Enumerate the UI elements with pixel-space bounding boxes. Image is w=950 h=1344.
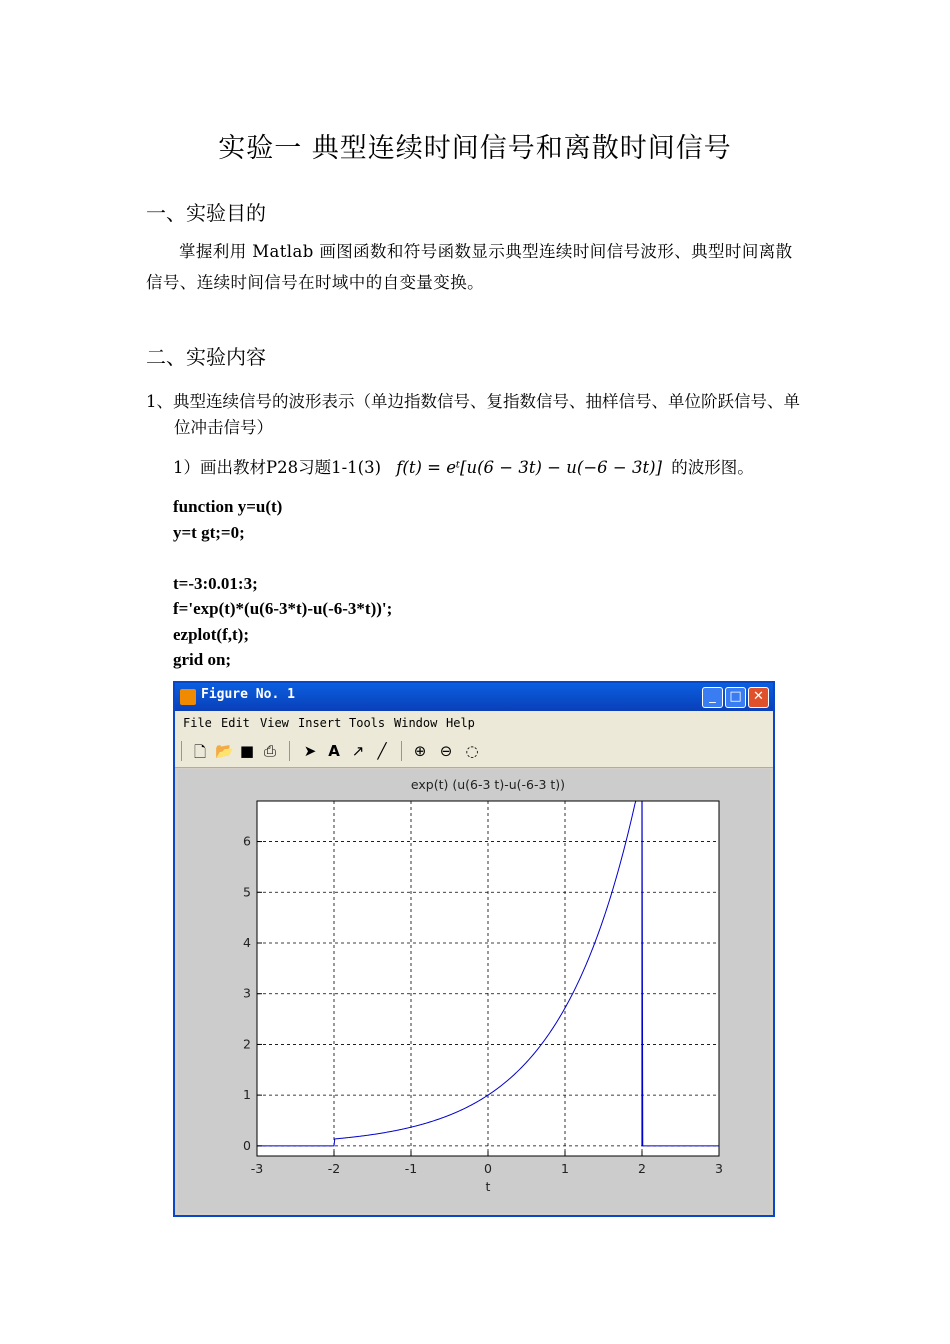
section-heading-content: 二、实验内容 xyxy=(146,345,266,369)
print-icon[interactable]: ⎙ xyxy=(263,742,276,760)
menu-view[interactable]: View xyxy=(260,716,289,730)
x-tick-label: 2 xyxy=(638,1161,646,1176)
rotate-icon[interactable]: ◌ xyxy=(465,742,479,760)
page-title: 实验一 典型连续时间信号和离散时间信号 xyxy=(218,133,732,164)
figure-window xyxy=(173,681,775,1217)
code-line xyxy=(173,545,392,571)
y-tick-label: 1 xyxy=(243,1087,251,1103)
toolbar-grip xyxy=(181,741,182,761)
subitem-suffix: 的波形图。 xyxy=(671,458,754,477)
close-button[interactable]: ✕ xyxy=(748,687,769,708)
text-icon[interactable]: A xyxy=(328,742,340,760)
x-tick-label: -3 xyxy=(250,1161,264,1176)
y-tick-label: 2 xyxy=(243,1036,251,1052)
line-icon[interactable]: ╱ xyxy=(377,742,387,760)
purpose-text: 掌握利用 Matlab 画图函数和符号函数显示典型连续时间信号波形、典型时间离散信号、连续时间信号在时域中的自变量变换。 xyxy=(146,242,793,292)
x-tick-label: 1 xyxy=(561,1161,569,1176)
chart xyxy=(178,769,770,1213)
new-icon[interactable]: 🗋 xyxy=(193,743,207,761)
content-subitem xyxy=(173,452,813,483)
code-block xyxy=(173,494,392,673)
menu-insert[interactable]: Insert xyxy=(298,716,342,730)
subitem-formula: f(t) = eᵗ[u(6 − 3t) − u(−6 − 3t)] xyxy=(396,458,662,477)
menu-file[interactable]: File xyxy=(183,716,212,730)
toolbar-separator xyxy=(289,741,290,761)
minimize-button[interactable]: _ xyxy=(702,687,723,708)
matlab-icon xyxy=(180,689,196,705)
arrow-icon[interactable]: ➤ xyxy=(303,742,317,760)
toolbar-separator xyxy=(401,741,402,761)
maximize-button[interactable]: □ xyxy=(725,687,746,708)
y-tick-label: 0 xyxy=(243,1137,251,1153)
save-icon[interactable]: ■ xyxy=(239,742,255,760)
y-tick-label: 3 xyxy=(243,985,251,1001)
x-axis-label: t xyxy=(485,1179,491,1194)
code-line: y=t gt;=0; xyxy=(173,522,245,542)
line-arrow-icon[interactable]: ↗ xyxy=(351,742,365,760)
chart-title: exp(t) (u(6-3 t)-u(-6-3 t)) xyxy=(410,777,566,792)
x-tick-label: -2 xyxy=(327,1161,341,1176)
subitem-prefix: 1）画出教材P28习题1-1(3) xyxy=(173,458,382,477)
menu-tools[interactable]: Tools xyxy=(349,716,386,730)
y-tick-label: 4 xyxy=(243,935,251,950)
menu-window[interactable]: Window xyxy=(394,716,438,730)
open-icon[interactable]: 📂 xyxy=(215,742,234,760)
plot-area xyxy=(178,769,770,1213)
x-tick-label: 3 xyxy=(715,1161,723,1176)
x-tick-label: 0 xyxy=(484,1161,492,1176)
code-line: t=-3:0.01:3; xyxy=(173,573,258,593)
code-line: grid on; xyxy=(173,650,232,669)
figure-titlebar[interactable] xyxy=(175,683,773,711)
code-line: ezplot(f,t); xyxy=(173,624,249,644)
y-tick-label: 6 xyxy=(243,833,251,849)
menu-help[interactable]: Help xyxy=(446,716,475,730)
zoom-out-icon[interactable]: ⊖ xyxy=(439,742,453,760)
zoom-in-icon[interactable]: ⊕ xyxy=(413,742,427,760)
code-line: f='exp(t)*(u(6-3*t)-u(-6-3*t))'; xyxy=(173,599,393,618)
y-tick-label: 5 xyxy=(243,884,251,900)
menu-bar xyxy=(175,711,773,735)
toolbar xyxy=(175,735,773,768)
content-item-1: 1、典型连续信号的波形表示（单边指数信号、复指数信号、抽样信号、单位阶跃信号、单位冲击信号） xyxy=(146,392,800,437)
section-heading-purpose: 一、实验目的 xyxy=(146,201,266,225)
menu-edit[interactable]: Edit xyxy=(221,716,250,730)
x-tick-label: -1 xyxy=(404,1161,418,1176)
figure-title: Figure No. 1 xyxy=(201,687,295,702)
code-line: function y=u(t) xyxy=(173,497,283,516)
